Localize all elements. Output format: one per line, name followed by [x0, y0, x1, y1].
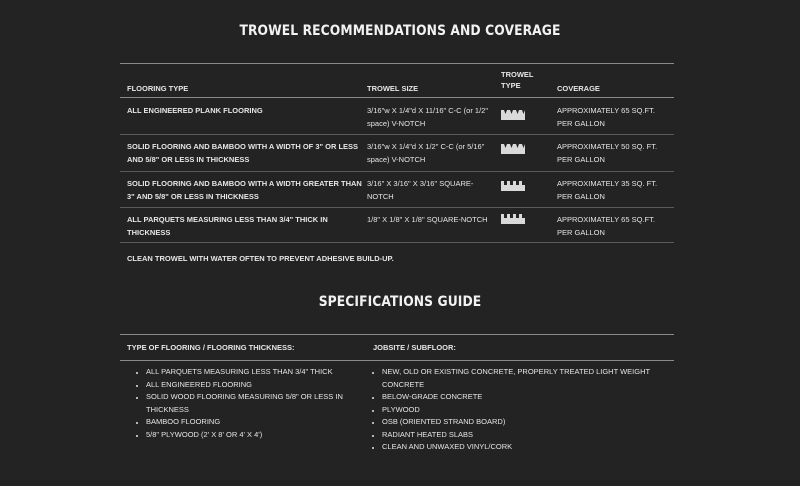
- list-item: • OSB (ORIENTED STRAND BOARD): [382, 416, 682, 429]
- row3-size: 3/16" X 3/16" X 3/16" SQUARE-NOTCH: [367, 179, 474, 201]
- header-trowel-type-line1: TROWEL: [501, 70, 534, 79]
- row2-coverage: APPROXIMATELY 50 SQ. FT. PER GALLON: [557, 142, 658, 164]
- square-notch-trowel-icon: [501, 214, 525, 224]
- row3-flooring: SOLID FLOORING AND BAMBOO WITH A WIDTH GREATER THAN 3" AND 5/8" OR LESS IN THICKNESS: [127, 179, 362, 201]
- list-item: • NEW, OLD OR EXISTING CONCRETE, PROPERLY TREATED LIGHT WEIGHT CONCRETE: [382, 366, 682, 391]
- row2-size: 3/16"w X 1/4"d X 1/2" C-C (or 5/16" space) V-NOTCH: [367, 142, 485, 164]
- specs-header-rule: [120, 360, 674, 361]
- header-trowel-type: [501, 69, 551, 91]
- square-notch-trowel-icon: [501, 181, 525, 191]
- table-top-rule: [120, 63, 674, 64]
- header-coverage: COVERAGE: [557, 84, 600, 93]
- header-trowel-type-line2: TYPE: [501, 81, 521, 90]
- trowel-section-title: TROWEL RECOMMENDATIONS AND COVERAGE: [239, 23, 561, 39]
- row-divider: [120, 134, 674, 135]
- row1-coverage: APPROXIMATELY 65 SQ.FT. PER GALLON: [557, 106, 655, 128]
- row-divider: [120, 242, 674, 243]
- specs-left-header: TYPE OF FLOORING / FLOORING THICKNESS:: [127, 343, 295, 352]
- row1-flooring: ALL ENGINEERED PLANK FLOORING: [127, 106, 263, 115]
- list-item: • 5/8" PLYWOOD (2' X 8' OR 4' X 4'): [146, 429, 361, 442]
- list-item: • BELOW-GRADE CONCRETE: [382, 391, 682, 404]
- v-notch-trowel-icon: [501, 110, 525, 120]
- list-item: • RADIANT HEATED SLABS: [382, 429, 682, 442]
- specs-right-header: JOBSITE / SUBFLOOR:: [373, 343, 456, 352]
- row-divider: [120, 207, 674, 208]
- v-notch-trowel-icon: [501, 144, 525, 154]
- list-item: • ALL PARQUETS MEASURING LESS THAN 3/4" THICK: [146, 366, 361, 379]
- row4-flooring: ALL PARQUETS MEASURING LESS THAN 3/4" THICK IN THICKNESS: [127, 215, 328, 237]
- list-item: • PLYWOOD: [382, 404, 682, 417]
- header-flooring-type: FLOORING TYPE: [127, 84, 189, 93]
- list-item: • CLEAN AND UNWAXED VINYL/CORK: [382, 441, 682, 454]
- list-item: • SOLID WOOD FLOORING MEASURING 5/8" OR LESS IN THICKNESS: [146, 391, 361, 416]
- list-item: • ALL ENGINEERED FLOORING: [146, 379, 361, 392]
- row3-coverage: APPROXIMATELY 35 SQ. FT. PER GALLON: [557, 179, 658, 201]
- specs-top-rule: [120, 334, 674, 335]
- row2-flooring: SOLID FLOORING AND BAMBOO WITH A WIDTH OF 3" OR LESS AND 5/8" OR LESS IN THICKNESS: [127, 142, 359, 164]
- row-divider: [120, 171, 674, 172]
- trowel-note: CLEAN TROWEL WITH WATER OFTEN TO PREVENT ADHESIVE BUILD-UP.: [127, 254, 394, 263]
- header-rule: [120, 97, 674, 98]
- row4-coverage: APPROXIMATELY 65 SQ.FT. PER GALLON: [557, 215, 655, 237]
- row4-size: 1/8" X 1/8" X 1/8" SQUARE-NOTCH: [367, 215, 488, 224]
- list-item: • BAMBOO FLOORING: [146, 416, 361, 429]
- subfloor-list: [367, 366, 682, 454]
- flooring-type-list: [131, 366, 361, 441]
- row1-size: 3/16"w X 1/4"d X 11/16" C-C (or 1/2" space) V-NOTCH: [367, 106, 488, 128]
- header-trowel-size: TROWEL SIZE: [367, 84, 419, 93]
- specs-section-title: SPECIFICATIONS GUIDE: [318, 294, 482, 310]
